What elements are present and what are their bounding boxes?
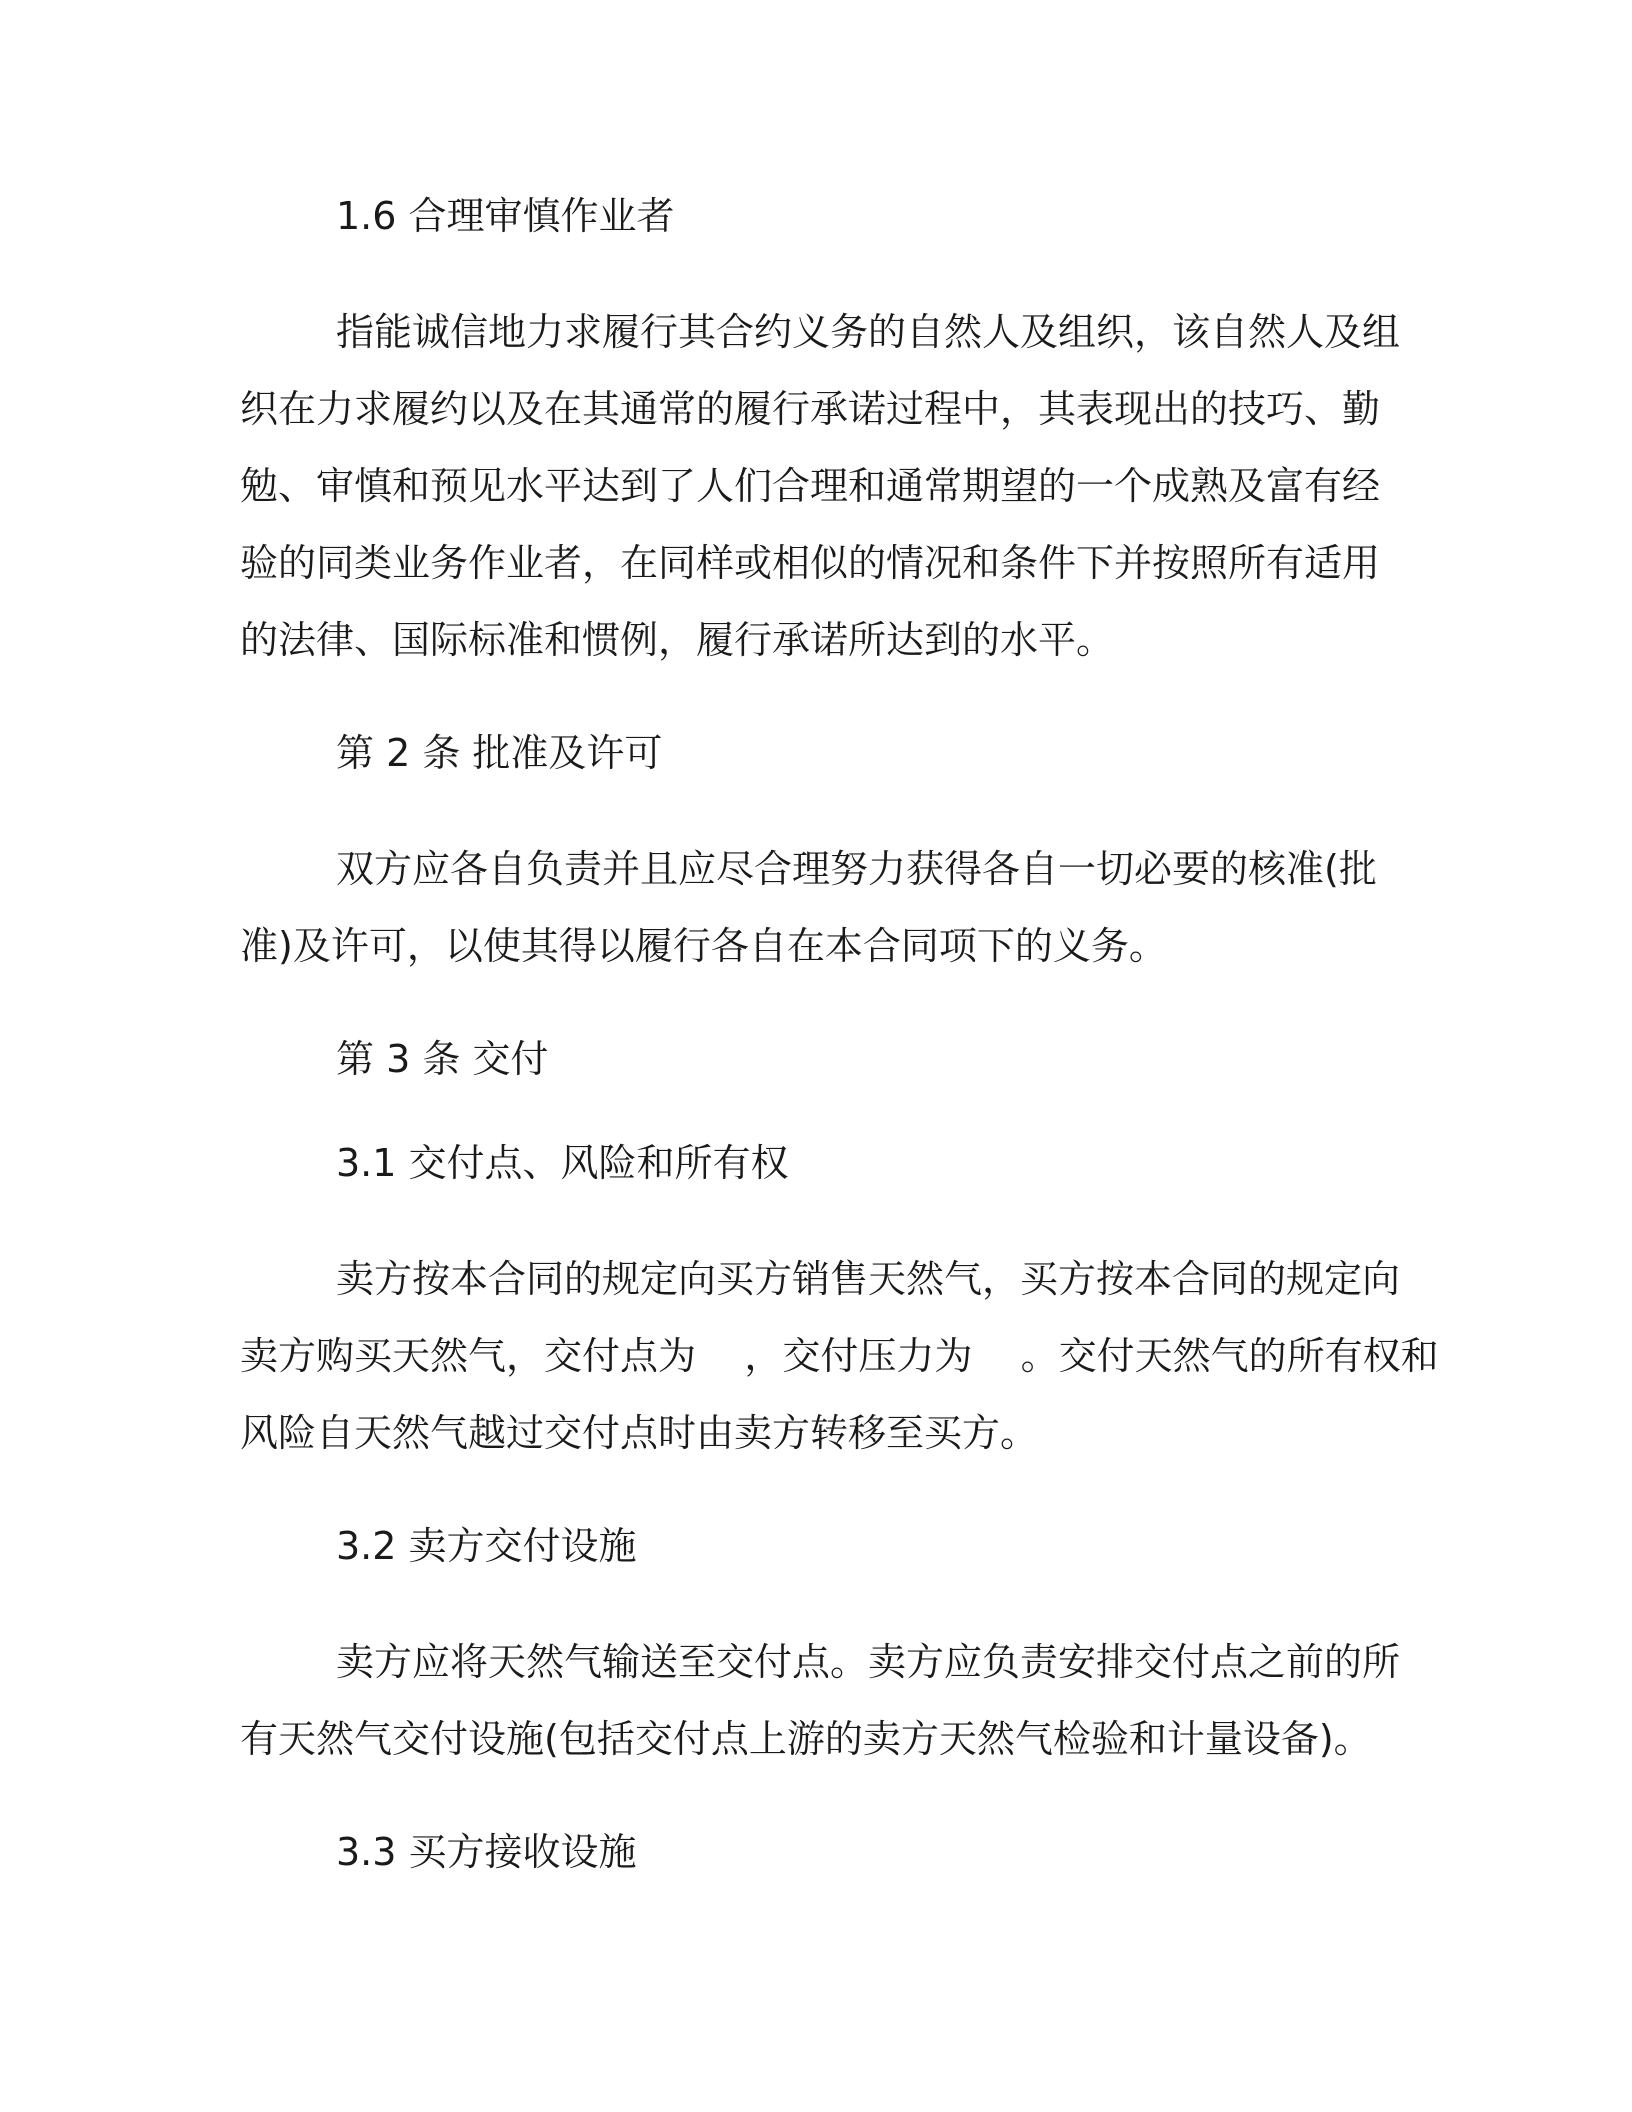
article-3-heading: 第 3 条 交付 xyxy=(336,1037,549,1081)
text-line: 的法律、国际标准和惯例，履行承诺所达到的水平。 xyxy=(240,618,1115,662)
text-line: 验的同类业务作业者，在同样或相似的情况和条件下并按照所有适用 xyxy=(240,541,1381,585)
text-line: 卖方购买天然气，交付点为 ，交付压力为 。交付天然气的所有权和 xyxy=(240,1334,1439,1378)
document-body xyxy=(240,190,1439,1878)
paragraph-seller-facilities xyxy=(240,1624,1401,1778)
text-line: 卖方按本合同的规定向买方销售天然气，买方按本合同的规定向 xyxy=(336,1257,1401,1301)
text-line: 勉、审慎和预见水平达到了人们合理和通常期望的一个成熟及富有经 xyxy=(240,464,1381,508)
paragraph-prudent-operator xyxy=(240,294,1401,679)
article-2-heading: 第 2 条 批准及许可 xyxy=(336,731,663,775)
text-line: 指能诚信地力求履行其合约义务的自然人及组织，该自然人及组 xyxy=(336,310,1401,354)
paragraph-approvals xyxy=(240,831,1385,985)
section-heading-1-6: 1.6 合理审慎作业者 xyxy=(336,194,675,238)
paragraph-delivery-point xyxy=(240,1241,1439,1472)
section-heading-3-1: 3.1 交付点、风险和所有权 xyxy=(336,1141,789,1185)
text-line: 织在力求履约以及在其通常的履行承诺过程中，其表现出的技巧、勤 xyxy=(240,387,1381,431)
text-line: 有天然气交付设施(包括交付点上游的卖方天然气检验和计量设备)。 xyxy=(240,1717,1372,1761)
text-line: 风险自天然气越过交付点时由卖方转移至买方。 xyxy=(240,1411,1039,1455)
section-heading-3-3: 3.3 买方接收设施 xyxy=(336,1830,637,1874)
text-line: 准)及许可，以使其得以履行各自在本合同项下的义务。 xyxy=(240,924,1167,968)
text-line: 双方应各自负责并且应尽合理努力获得各自一切必要的核准(批 xyxy=(336,847,1377,891)
section-heading-3-2: 3.2 卖方交付设施 xyxy=(336,1524,637,1568)
text-line: 卖方应将天然气输送至交付点。卖方应负责安排交付点之前的所 xyxy=(336,1640,1401,1684)
